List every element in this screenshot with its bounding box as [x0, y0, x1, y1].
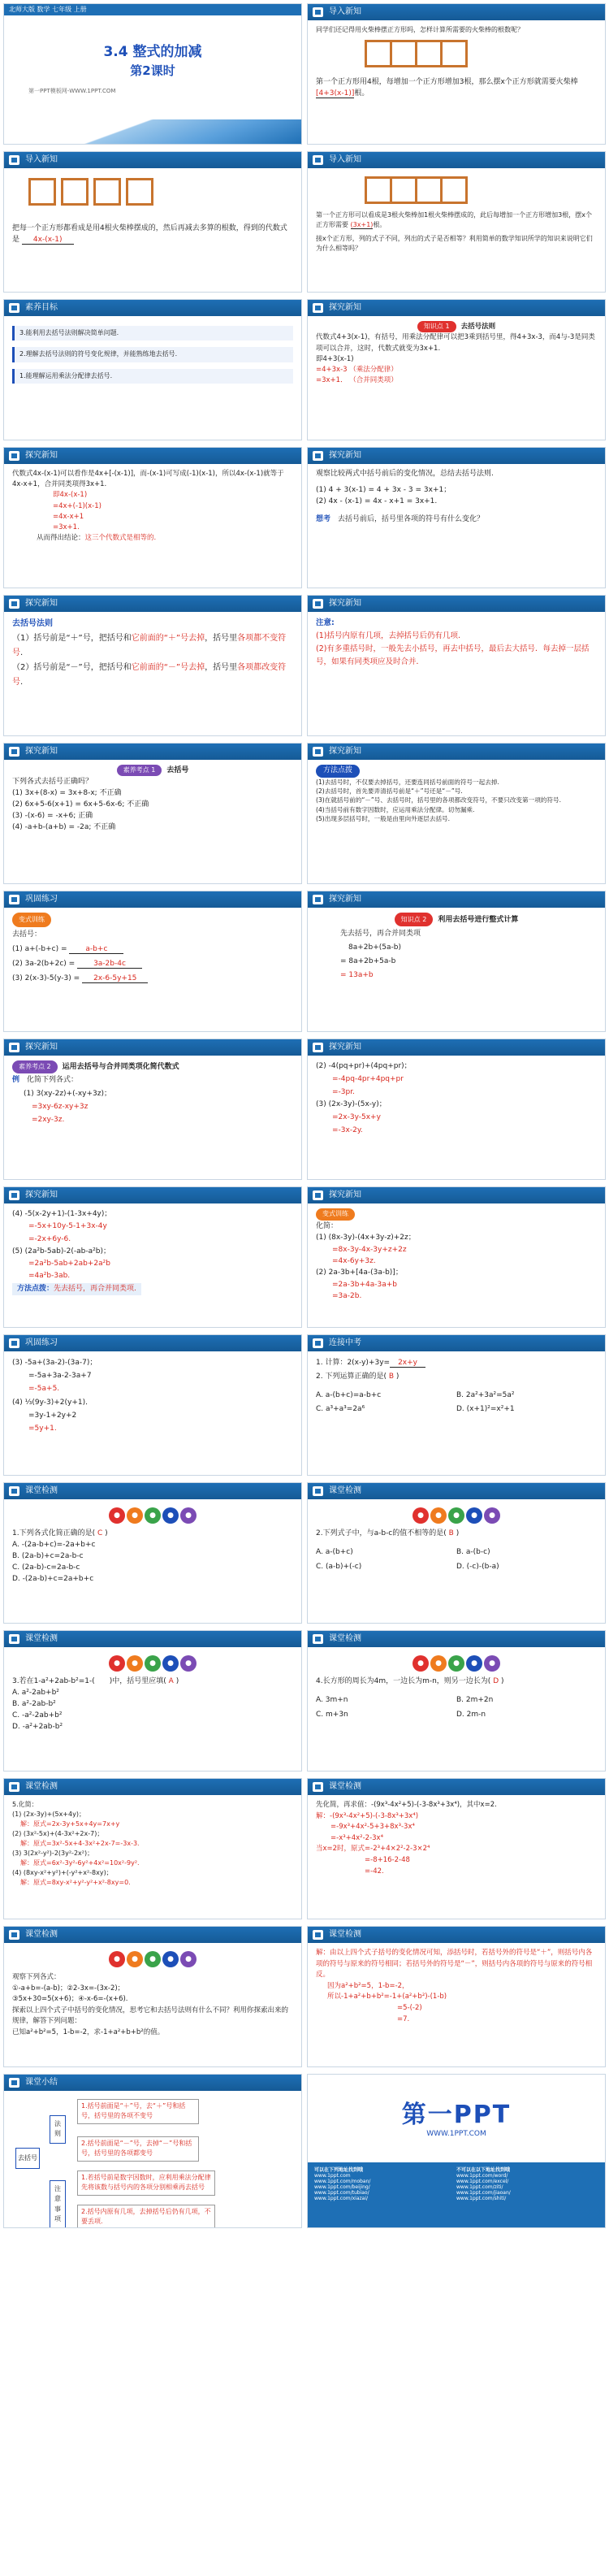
solution-6: =-42.: [365, 1867, 384, 1876]
link[interactable]: www.1ppt.com/beijing/: [314, 2184, 370, 2190]
answer-4: (4) -a+b-(a+b) = -2a; 不正确: [12, 822, 116, 831]
knowledge-heading: 知识点 1 去括号法则: [316, 321, 597, 332]
think-question: 想考 去括号前后，括号里各项的符号有什么变化？: [316, 514, 485, 523]
solution-3: =-x³+4x²-2-3x⁴: [330, 1833, 383, 1842]
point-heading: 素养考点 2 运用去括号与合并同类项化简代数式: [12, 1060, 293, 1073]
summary-note-1: 1.若括号前是数字因数时，应利用乘法分配律先将该数与括号内的各项分别相乘再去括号: [77, 2171, 215, 2196]
observe-task: 已知a²+b²=5，1-b=-2，求-1+a²+b+b²的值。: [12, 2027, 165, 2036]
test-question: 3.若在1-a²+2ab-b²=1-( )中，括号里应填( A ): [12, 1677, 179, 1685]
home-icon[interactable]: [9, 155, 19, 165]
derivation-line-2: =4+3x-3 （乘法分配律）: [316, 365, 398, 374]
slide-bar: 课堂检测: [4, 1631, 301, 1647]
solution-3: 解：原式=6x²-3y²-6y²+4x²=10x²-9y².: [20, 1859, 140, 1867]
derivation-line-3: =4x-x+1: [53, 512, 84, 521]
example-item-2: (2) -4(pq+pr)+(4pq+pr)；: [316, 1062, 412, 1070]
conclusion: 从而得出结论：这三个代数式是相等的.: [37, 534, 157, 543]
option-c[interactable]: C. a³+a³=2a⁶: [316, 1405, 365, 1414]
home-icon[interactable]: [313, 303, 323, 313]
slide-test-2: [307, 1482, 606, 1624]
slide-check-1: [3, 743, 302, 884]
slide-bar: 探究新知: [4, 596, 301, 612]
solution-line-3: =2a²b-5ab+2ab+2a²b: [28, 1260, 110, 1268]
home-icon[interactable]: [313, 1782, 323, 1792]
home-icon[interactable]: [9, 895, 19, 904]
test-question: 1.下列各式化简正确的是( C ): [12, 1529, 108, 1537]
derivation-line-1: 即4x-(x-1): [53, 491, 88, 500]
solution-line-1: =3xy-6z-xy+3z: [32, 1102, 89, 1111]
slide-bar: 课堂检测: [308, 1927, 605, 1943]
example-item-5: (5) (2a²b-5ab)-2(-ab-a²b)；: [12, 1247, 110, 1255]
home-icon[interactable]: [9, 1782, 19, 1792]
game-badge: ● ● ● ● ●: [404, 1507, 509, 1524]
slide-rule: [3, 595, 302, 736]
slide-summary: [3, 2074, 302, 2228]
question: 去括号：: [12, 930, 42, 939]
game-badge: ● ● ● ● ●: [100, 1655, 205, 1672]
goal-1: 1.能理解运用乘法分配律去括号.: [12, 369, 293, 384]
note-1: (1)括号内原有几项，去掉括号后仍有几项.: [316, 631, 460, 641]
slide-bar: 探究新知: [308, 1187, 605, 1203]
slide-bar: 课堂检测: [308, 1631, 605, 1647]
brand-logo: 第一PPT: [401, 2101, 512, 2129]
solution-line-2: =-5a+5.: [28, 1385, 60, 1394]
home-icon[interactable]: [9, 1634, 19, 1644]
solution-4: 当x=2时，原式=-2³+4×2²-2-3×2⁴: [316, 1845, 430, 1854]
example-item: (1) 3(xy-2z)+(-xy+3z)；: [24, 1089, 112, 1098]
method-1: (1)去括号时，不仅要去掉括号，还要连同括号前面的符号一起去掉.: [316, 778, 499, 786]
slide-test-8: [307, 1926, 606, 2067]
intro-text: 同学们还记得用火柴棒摆正方形吗，怎样计算所需要的火柴棒的根数呢？: [316, 26, 524, 33]
home-icon[interactable]: [9, 2078, 19, 2088]
slide-bar: 探究新知: [308, 596, 605, 612]
link-columns: [308, 2162, 605, 2227]
rule-2: （2）括号前是“－”号，把括号和它前面的“－”号去掉，括号里各项都改变符号.: [12, 663, 287, 687]
home-icon[interactable]: [313, 7, 323, 17]
exam-question-2: 2. 下列运算正确的是( B ): [316, 1373, 400, 1381]
home-icon[interactable]: [9, 599, 19, 609]
home-icon[interactable]: [313, 1634, 323, 1644]
explore-text: 代数式4x-(x-1)可以看作是4x+[-(x-1)]，而-(x-1)可写成(-1)(x-1)，所以4x-(x-1)就等于4x-x+1，合并同类项得3x+1.: [12, 470, 284, 489]
solution-1: 解：由以上四个式子括号的变化情况可知，添括号时，若括号外的符号是“＋”，则括号内各项的符号与原来的符号相同；若括号外的符号是“－”，则括号内各项的符号与原来的符号相反。: [316, 1949, 593, 1980]
slide-test-6: [307, 1778, 606, 1919]
solution-2: =-9x³+4x²-5+3+8x³-3x⁴: [330, 1823, 415, 1832]
option-a[interactable]: A. a-(b+c)=a-b+c: [316, 1391, 382, 1400]
note-heading: 注意:: [316, 618, 335, 627]
explore-text: 观察比较两式中括号前后的变化情况，总结去括号法则.: [316, 470, 494, 478]
cover-title: 3.4 整式的加减: [103, 44, 202, 60]
home-icon[interactable]: [313, 451, 323, 461]
slide-end: [307, 2074, 606, 2228]
item-4: (4) ⅓(9y-3)+2(y+1)．: [12, 1398, 93, 1407]
option-b[interactable]: B. 2a²+3a²=5a²: [456, 1391, 515, 1400]
link[interactable]: www.1ppt.com/excel/: [456, 2179, 509, 2184]
item-2: (2) 3a-2(b+2c) = 3a-2b-4c: [12, 956, 293, 971]
slide-method: [307, 743, 606, 884]
observe-text: 探索以上四个式子中括号的变化情况，思考它和去括号法则有什么不同？利用你探索出来的规律，解答下列问题：: [12, 2006, 289, 2026]
links-col-1-title: 可以在下列地址找到哦: [314, 2167, 364, 2173]
slide-knowledge-1: [307, 299, 606, 440]
method-3: (3)在就括号前的“－”号、去括号时，括号里的各项都改变符号，不要只改变第一项的符号.: [316, 796, 562, 804]
test-question: 4.长方形的周长为4m，一边长为m-n，则另一边长为( D ): [316, 1677, 504, 1685]
knowledge-text: 代数式4+3(x-1)，有括号，用乘法分配律可以把3乘到括号里，得4+3x-3，而4与-3是同类项可以合并，这时，代数式就变为3x+1.: [316, 333, 595, 353]
intro-question: 第一个正方形可以看成是3根火柴棒加1根火柴棒摆成的，此后每增加一个正方形增加3根，摆x个正方形需要 (3x+1)根。: [316, 211, 592, 229]
solution-1: 解：-(9x³-4x²+5)-(-3-8x³+3x⁴): [316, 1811, 419, 1820]
option-c[interactable]: C. (a-b)+(-c): [316, 1562, 362, 1571]
solution-2: 解：原式=3x²-5x+4-3x²+2x-7=-3x-3.: [20, 1840, 140, 1847]
item-4: (4) (8xy-x²+y²)+(-y²+x²-8xy)；: [12, 1869, 113, 1876]
item-3: (3) 3(2x²-y²)-2(3y²-2x²)；: [12, 1850, 94, 1857]
slide-test-5: [3, 1778, 302, 1919]
summary-note-2: 2.括号内原有几项，去掉括号后仍有几项，不要丢项.: [77, 2205, 215, 2228]
method-5: (5)出现多层括号时，一般是由里向外逐层去括号.: [316, 815, 451, 823]
home-icon[interactable]: [9, 1043, 19, 1052]
home-icon[interactable]: [9, 1486, 19, 1496]
option-b[interactable]: B. 2m+2n: [456, 1695, 494, 1704]
goal-2: 2.理解去括号法则的符号变化规律，并能熟练地去括号.: [12, 347, 293, 362]
summary-main: 去括号: [15, 2148, 40, 2169]
solution-1: 解：原式=2x-3y+5x+4y=7x+y: [20, 1820, 120, 1828]
solution-line-2: =-3pr.: [332, 1087, 355, 1096]
game-badge: ● ● ● ● ●: [100, 1951, 205, 1967]
question: 下列各式去括号正确吗？: [12, 777, 93, 786]
calc-line-2: = 8a+2b+5a-b: [340, 957, 396, 966]
cover-wave-decoration: [4, 119, 302, 144]
slide-notes: [307, 595, 606, 736]
home-icon[interactable]: [313, 155, 323, 165]
slide-bar: 导入新知: [308, 4, 605, 20]
derivation-line-2: =4x+(-1)(x-1): [53, 501, 102, 510]
link[interactable]: www.1ppt.com: [314, 2173, 351, 2179]
item-2: (2) 2a-3b+[4a-(3a-b)]；: [316, 1268, 403, 1277]
item-3: (3) 2(x-3)-5(y-3) = 2x-6-5y+15: [12, 971, 293, 986]
solution-3: 所以-1+a²+b+b²=-1+(a²+b²)-(1-b): [327, 1993, 447, 2001]
slide-intro-1: [307, 3, 606, 145]
link[interactable]: www.1ppt.com/xiazai/: [314, 2196, 369, 2201]
item-1: (1) a+(-b+c) = a-b+c: [12, 942, 293, 956]
solution-5: =-8+16-2-48: [365, 1855, 410, 1864]
slide-example-2: [307, 1039, 606, 1180]
observe-line-1: ①-a+b=-(a-b)；②2-3x=-(3x-2)；: [12, 1984, 125, 1993]
slide-bar: 巩固练习: [4, 891, 301, 908]
solution-line-4: =-3x-2y.: [332, 1125, 363, 1134]
intro-think: 接x个正方形，列的式子不同，列出的式子是否相等？利用简单的数学知识所学的知识来说明它们为什么相等吗？: [316, 234, 593, 253]
matchstick-figure: [316, 173, 597, 210]
cover-subtitle: 第2课时: [130, 63, 175, 78]
slide-bar: 素养目标: [4, 300, 301, 316]
option-d[interactable]: D. (x+1)²=x²+1: [456, 1405, 515, 1414]
option-b[interactable]: B. (2a-b)+c=2a-b-c: [12, 1551, 84, 1560]
exam-question-1: 1. 计算：2(x-y)+3y= 2x+y: [316, 1356, 597, 1370]
slide-bar: 探究新知: [4, 1187, 301, 1203]
observe-heading: 观察下列各式：: [12, 1973, 61, 1981]
slide-knowledge-2: [307, 891, 606, 1032]
slide-practice-2: [3, 1334, 302, 1476]
derivation-line-1: 即4+3(x-1): [316, 354, 354, 363]
solution-line-2: =4x-6y+3z.: [332, 1256, 376, 1265]
slide-bar: 探究新知: [308, 300, 605, 316]
slide-explore-1: [3, 447, 302, 588]
option-d[interactable]: D. -a²+2ab-b²: [12, 1722, 63, 1731]
solution-2: 因为a²+b²=5，1-b=-2，: [327, 1981, 409, 1990]
link[interactable]: www.1ppt.com/ziti/: [456, 2184, 503, 2190]
solution-line-3: =2a-3b+4a-3a+b: [332, 1280, 397, 1289]
home-icon[interactable]: [313, 747, 323, 757]
brand-url[interactable]: WWW.1PPT.COM: [426, 2130, 486, 2138]
option-a[interactable]: A. a-(b+c): [316, 1547, 353, 1556]
rule-1: （1）括号前是“＋”号，把括号和它前面的“＋”号去掉，括号里各项都不变符号.: [12, 634, 287, 657]
test-question: 5.化简：: [12, 1801, 38, 1808]
calc-line-3: = 13a+b: [340, 971, 374, 980]
home-icon[interactable]: [9, 1338, 19, 1348]
solution-line-2: =2xy-3z.: [32, 1115, 65, 1124]
home-icon[interactable]: [9, 451, 19, 461]
test-options: [316, 1693, 597, 1722]
slide-bar: 课堂检测: [4, 1483, 301, 1499]
game-badge: ● ● ● ● ●: [404, 1655, 509, 1672]
option-d[interactable]: D. (-c)-(b-a): [456, 1562, 499, 1571]
method-heading: 方法点拨: [316, 765, 597, 778]
answer-1: (1) 3x+(8-x) = 3x+8-x; 不正确: [12, 788, 122, 797]
option-d[interactable]: D. -(2a-b)+c=2a+b+c: [12, 1574, 94, 1583]
links-col-2-title: 不可以在以下地址找到哦: [456, 2167, 511, 2173]
slide-explore-2: [307, 447, 606, 588]
option-b[interactable]: B. a-(b-c): [456, 1547, 490, 1556]
slide-bar: 课堂小结: [4, 2075, 301, 2091]
answer-3: (3) -(x-6) = -x+6; 正确: [12, 811, 93, 820]
home-icon[interactable]: [313, 1486, 323, 1496]
slide-bar: 探究新知: [4, 744, 301, 760]
option-b[interactable]: B. a²-2ab-b²: [12, 1699, 56, 1708]
item-1: (1) (2x-3y)+(5x+4y)；: [12, 1811, 85, 1818]
solution-line-4: =4a²b-3ab.: [28, 1272, 71, 1281]
exam-options: [316, 1389, 597, 1416]
goal-3: 3.能利用去括号法则解决简单问题.: [12, 326, 293, 340]
slide-practice-1: [3, 891, 302, 1032]
slide-bar: 课堂检测: [4, 1927, 301, 1943]
option-a[interactable]: A. -(2a-b+c)=-2a+b+c: [12, 1540, 96, 1549]
derivation-line-3: =3x+1． （合并同类项）: [316, 376, 398, 385]
option-a[interactable]: A. 3m+n: [316, 1695, 348, 1704]
example-item-3: (3) (2x-3y)-(5x-y)；: [316, 1100, 387, 1109]
slide-bar: 课堂检测: [4, 1779, 301, 1795]
slide-bar: 探究新知: [308, 1039, 605, 1056]
item-3: (3) -5a+(3a-2)-(3a-7)；: [12, 1359, 97, 1367]
method-4: (4)当括号前有数字因数时，应运用乘法分配律。切勿漏乘.: [316, 805, 475, 813]
slide-bar: 导入新知: [4, 152, 301, 168]
slide-bar: 探究新知: [308, 891, 605, 908]
slide-test-4: [307, 1630, 606, 1772]
option-c[interactable]: C. -a²-2ab+b²: [12, 1711, 63, 1720]
matchstick-figure: [316, 35, 597, 77]
slide-bar: 探究新知: [308, 744, 605, 760]
intro-question: 第一个正方形用4根，每增加一个正方形增加3根，那么摆x个正方形就需要火柴棒 [4+3(x-1)]根。: [316, 78, 578, 98]
method-tip: 方法点拨：先去括号，再合并同类项.: [12, 1283, 141, 1295]
solution-line-4: =3a-2b.: [332, 1292, 362, 1301]
slide-intro-3: [307, 151, 606, 293]
home-icon[interactable]: [313, 599, 323, 609]
link[interactable]: www.1ppt.com/tubiao/: [314, 2190, 369, 2196]
option-d[interactable]: D. 2m-n: [456, 1710, 486, 1719]
slide-test-1: [3, 1482, 302, 1624]
slide-bar: 巩固练习: [4, 1335, 301, 1351]
home-icon[interactable]: [313, 1043, 323, 1052]
summary-rule-1: 1.括号前面是“＋”号，去“＋”号和括号，括号里的各项不变号: [77, 2099, 199, 2124]
slide-test-7: [3, 1926, 302, 2067]
matchstick-figure: [12, 173, 293, 223]
solution-line-2: =-2x+6y-6.: [28, 1234, 71, 1243]
method-2: (2)去括号时，首先要弄清括号前是“＋”号还是“－”号.: [316, 787, 463, 795]
slide-bar: 课堂检测: [308, 1483, 605, 1499]
home-icon[interactable]: [313, 1190, 323, 1200]
item-2: (2) (3x²-5x)+(4-3x²+2x-7)；: [12, 1830, 104, 1837]
slide-example-3: [3, 1186, 302, 1328]
slide-exam: [307, 1334, 606, 1476]
solution-line-3: =3y-1+2y+2: [28, 1411, 77, 1420]
solution-4: 解：原式=8xy-x²+y²-y²+x²-8xy=0.: [20, 1879, 131, 1886]
cover-top-bar: 北师大版 数学 七年级 上册: [4, 4, 301, 15]
knowledge-heading: 知识点 2 利用去括号进行整式计算: [316, 913, 597, 927]
option-a[interactable]: A. a²-2ab+b²: [12, 1688, 59, 1697]
link[interactable]: www.1ppt.com/word/: [456, 2173, 508, 2179]
test-question: 2.下列式子中，与a-b-c的值不相等的是( B ): [316, 1529, 460, 1537]
home-icon[interactable]: [9, 1190, 19, 1200]
cover-footer: 第一PPT模板网-WWW.1PPT.COM: [28, 88, 116, 94]
solution-line-1: =-5a+3a-2-3a+7: [28, 1372, 92, 1381]
test-question: 先化简，再求值：-(9x³-4x²+5)-(-3-8x³+3x⁴)，其中x=2.: [316, 1801, 497, 1809]
answer-2: (2) 6x+5-6(x+1) = 6x+5-6x-6; 不正确: [12, 800, 149, 809]
link[interactable]: www.1ppt.com/moban/: [314, 2179, 371, 2184]
point-heading: 素养考点 1 去括号: [12, 765, 293, 777]
slide-variant: [307, 1186, 606, 1328]
slide-bar: 探究新知: [4, 448, 301, 464]
question: 化简：: [316, 1221, 339, 1230]
slide-bar: 探究新知: [4, 1039, 301, 1056]
compare-line-2: (2) 4x - (x-1) = 4x - x+1 = 3x+1.: [316, 497, 438, 505]
slide-bar: 课堂检测: [308, 1779, 605, 1795]
slide-bar: 探究新知: [308, 448, 605, 464]
calc-line-1: 8a+2b+(5a-b): [348, 943, 401, 952]
solution-line-1: =-5x+10y-5-1+3x-4y: [28, 1222, 107, 1231]
solution-line-1: =-4pq-4pr+4pq+pr: [332, 1074, 404, 1083]
solution-line-4: =5y+1.: [28, 1424, 57, 1433]
variant-tag: 变式训练: [316, 1208, 597, 1221]
intro-question: 把每一个正方形都看成是用4根火柴棒摆成的，然后再减去多算的根数，得到的代数式是 4x-(x-1): [12, 224, 287, 244]
rule-heading: 去括号法则: [12, 619, 53, 628]
note-2: (2)有多重括号时，一般先去小括号，再去中括号，最后去大括号．每去掉一层括号，如果有同类项应及时合并．: [316, 644, 590, 667]
example-question: 例 化简下列各式：: [12, 1076, 79, 1085]
option-c[interactable]: C. m+3n: [316, 1710, 348, 1719]
home-icon[interactable]: [9, 1930, 19, 1940]
derivation-line-4: =3x+1.: [53, 523, 80, 531]
slide-cover: [3, 3, 302, 145]
test-options: [316, 1545, 597, 1574]
link[interactable]: www.1ppt.com/jiaoan/: [456, 2190, 511, 2196]
link[interactable]: www.1ppt.com/shiti/: [456, 2196, 507, 2201]
example-item-4: (4) -5(x-2y+1)-(1-3x+4y)；: [12, 1210, 112, 1218]
slide-bar: 导入新知: [308, 152, 605, 168]
solution-line-1: =8x-3y-4x-3y+z+2z: [332, 1245, 407, 1254]
observe-line-2: ③5x+30=5(x+6)；④-x-6=-(x+6).: [12, 1995, 128, 2004]
slide-test-3: [3, 1630, 302, 1772]
variant-tag: 变式训练: [12, 913, 293, 927]
solution-4: =5-(-2): [397, 2003, 422, 2012]
summary-rule-2: 2.括号前面是“－”号，去掉“－”号和括号，括号里的各项都变号: [77, 2136, 199, 2162]
solution-line-3: =2x-3y-5x+y: [332, 1113, 381, 1121]
summary-note-label: 注意事项: [50, 2180, 66, 2228]
game-badge: ● ● ● ● ●: [100, 1507, 205, 1524]
compare-line-1: (1) 4 + 3(x-1) = 4 + 3x - 3 = 3x+1；: [316, 485, 451, 494]
home-icon[interactable]: [313, 895, 323, 904]
item-1: (1) (8x-3y)-(4x+3y-z)+2z；: [316, 1234, 416, 1242]
question: 先去括号，再合并同类项: [340, 930, 421, 939]
option-c[interactable]: C. (2a-b)-c=2a-b-c: [12, 1563, 80, 1572]
slide-bar: 连接中考: [308, 1335, 605, 1351]
home-icon[interactable]: [9, 747, 19, 757]
solution-5: =7.: [397, 2014, 410, 2023]
home-icon[interactable]: [313, 1930, 323, 1940]
slide-example-1: [3, 1039, 302, 1180]
summary-rule-label: 法则: [50, 2115, 66, 2144]
slide-intro-2: [3, 151, 302, 293]
slide-goals: [3, 299, 302, 440]
home-icon[interactable]: [313, 1338, 323, 1348]
home-icon[interactable]: [9, 303, 19, 313]
